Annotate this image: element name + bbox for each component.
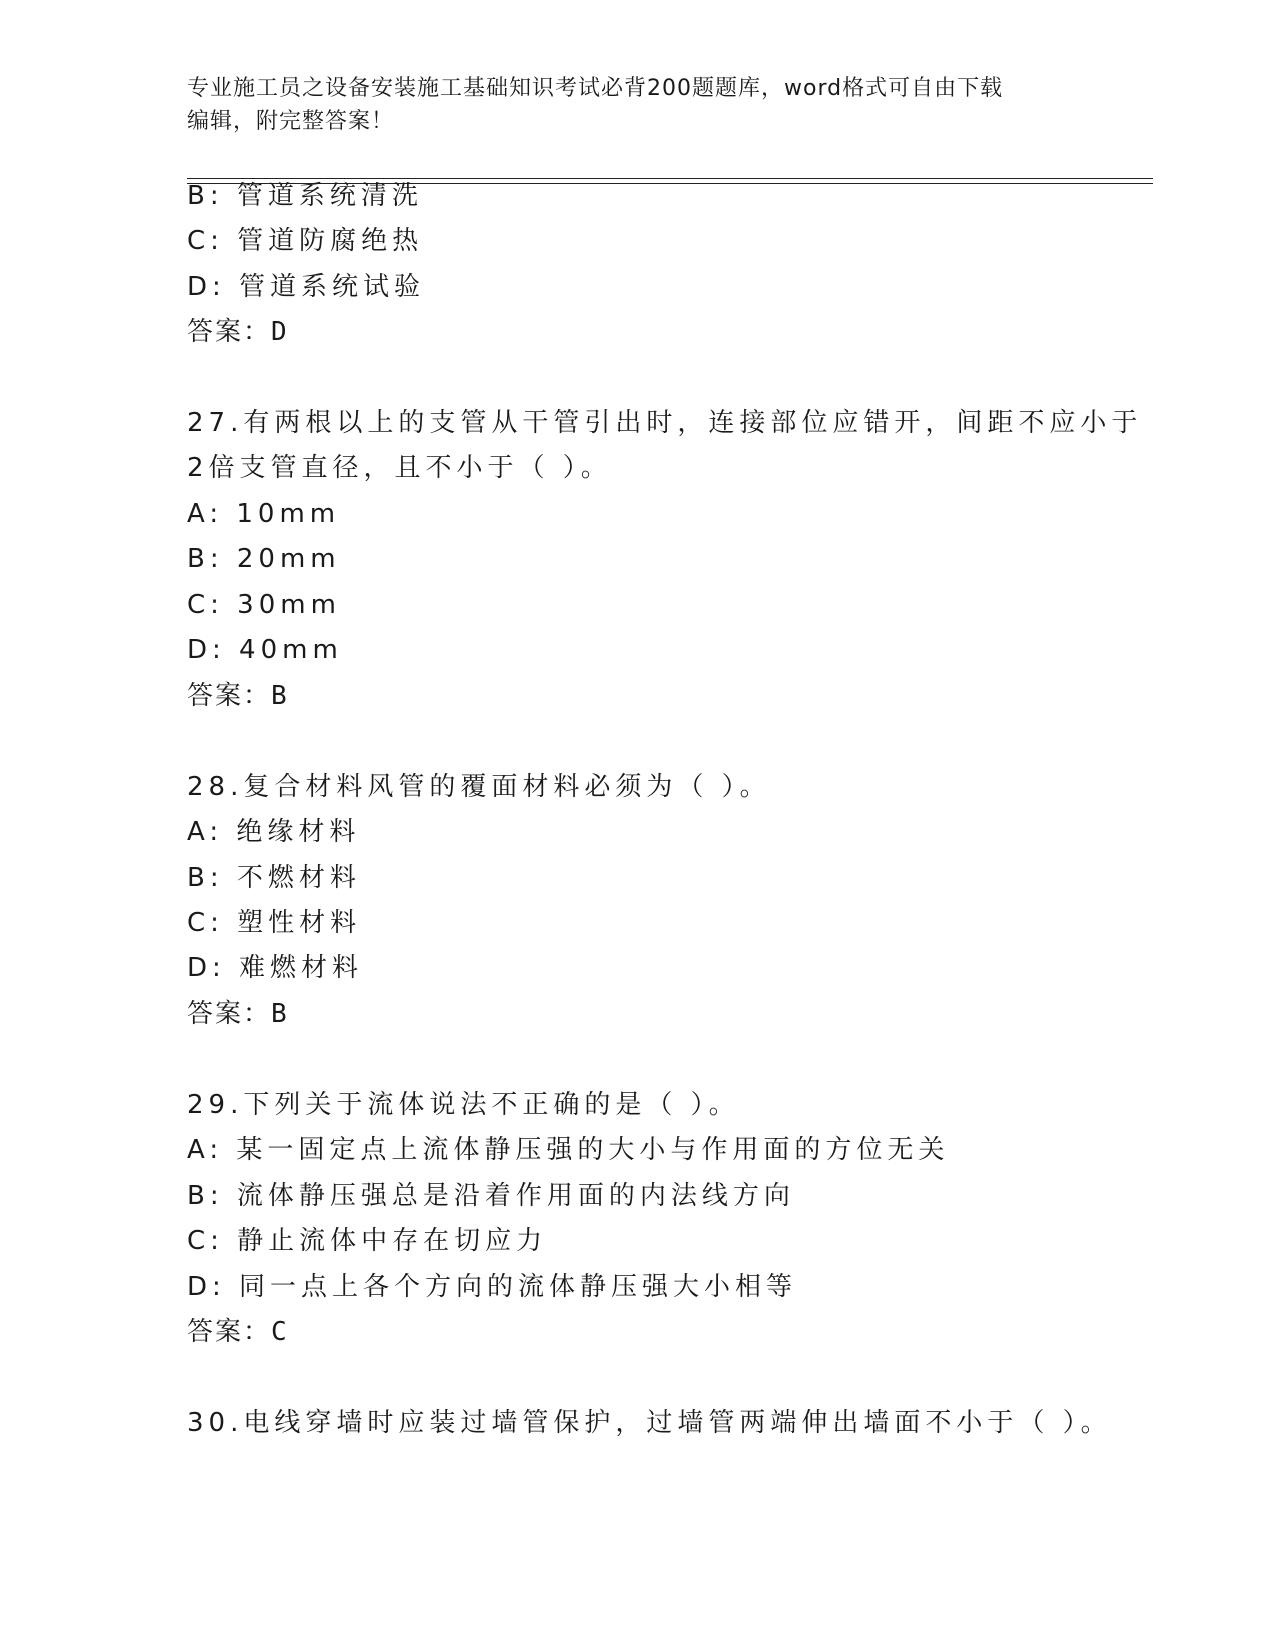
document-header	[187, 72, 1087, 138]
option-line: B: 管道系统清洗	[187, 181, 423, 211]
option-line: C: 管道防腐绝热	[187, 226, 424, 256]
answer-line: 答案：B	[187, 681, 289, 711]
option-line: D: 同一点上各个方向的流体静压强大小相等	[187, 1272, 798, 1302]
header-divider-top	[187, 178, 1153, 179]
option-line: A: 某一固定点上流体静压强的大小与作用面的方位无关	[187, 1135, 950, 1165]
question-text: 2倍支管直径，且不小于（ ）。	[187, 453, 612, 483]
option-line: A: 10mm	[187, 499, 341, 529]
header-line-1: 专业施工员之设备安装施工基础知识考试必背200题题库，word格式可自由下载	[187, 76, 1004, 101]
answer-line: 答案：B	[187, 999, 289, 1029]
option-line: C: 塑性材料	[187, 908, 362, 938]
question-text: 27.有两根以上的支管从干管引出时，连接部位应错开，间距不应小于	[187, 408, 1143, 438]
option-line: B: 流体静压强总是沿着作用面的内法线方向	[187, 1181, 795, 1211]
option-line: A: 绝缘材料	[187, 817, 361, 847]
answer-line: 答案：D	[187, 317, 289, 347]
option-line: C: 30mm	[187, 590, 341, 620]
option-line: B: 20mm	[187, 544, 341, 574]
question-text: 29.下列关于流体说法不正确的是（ ）。	[187, 1090, 740, 1120]
option-line: C: 静止流体中存在切应力	[187, 1226, 548, 1256]
option-line: D: 40mm	[187, 635, 343, 665]
option-line: B: 不燃材料	[187, 863, 361, 893]
answer-line: 答案：C	[187, 1317, 289, 1347]
header-line-2: 编辑，附完整答案！	[187, 109, 395, 134]
option-line: D: 难燃材料	[187, 953, 364, 983]
question-text: 30.电线穿墙时应装过墙管保护，过墙管两端伸出墙面不小于（ ）。	[187, 1408, 1112, 1438]
option-line: D: 管道系统试验	[187, 272, 426, 302]
question-text: 28.复合材料风管的覆面材料必须为（ ）。	[187, 772, 771, 802]
